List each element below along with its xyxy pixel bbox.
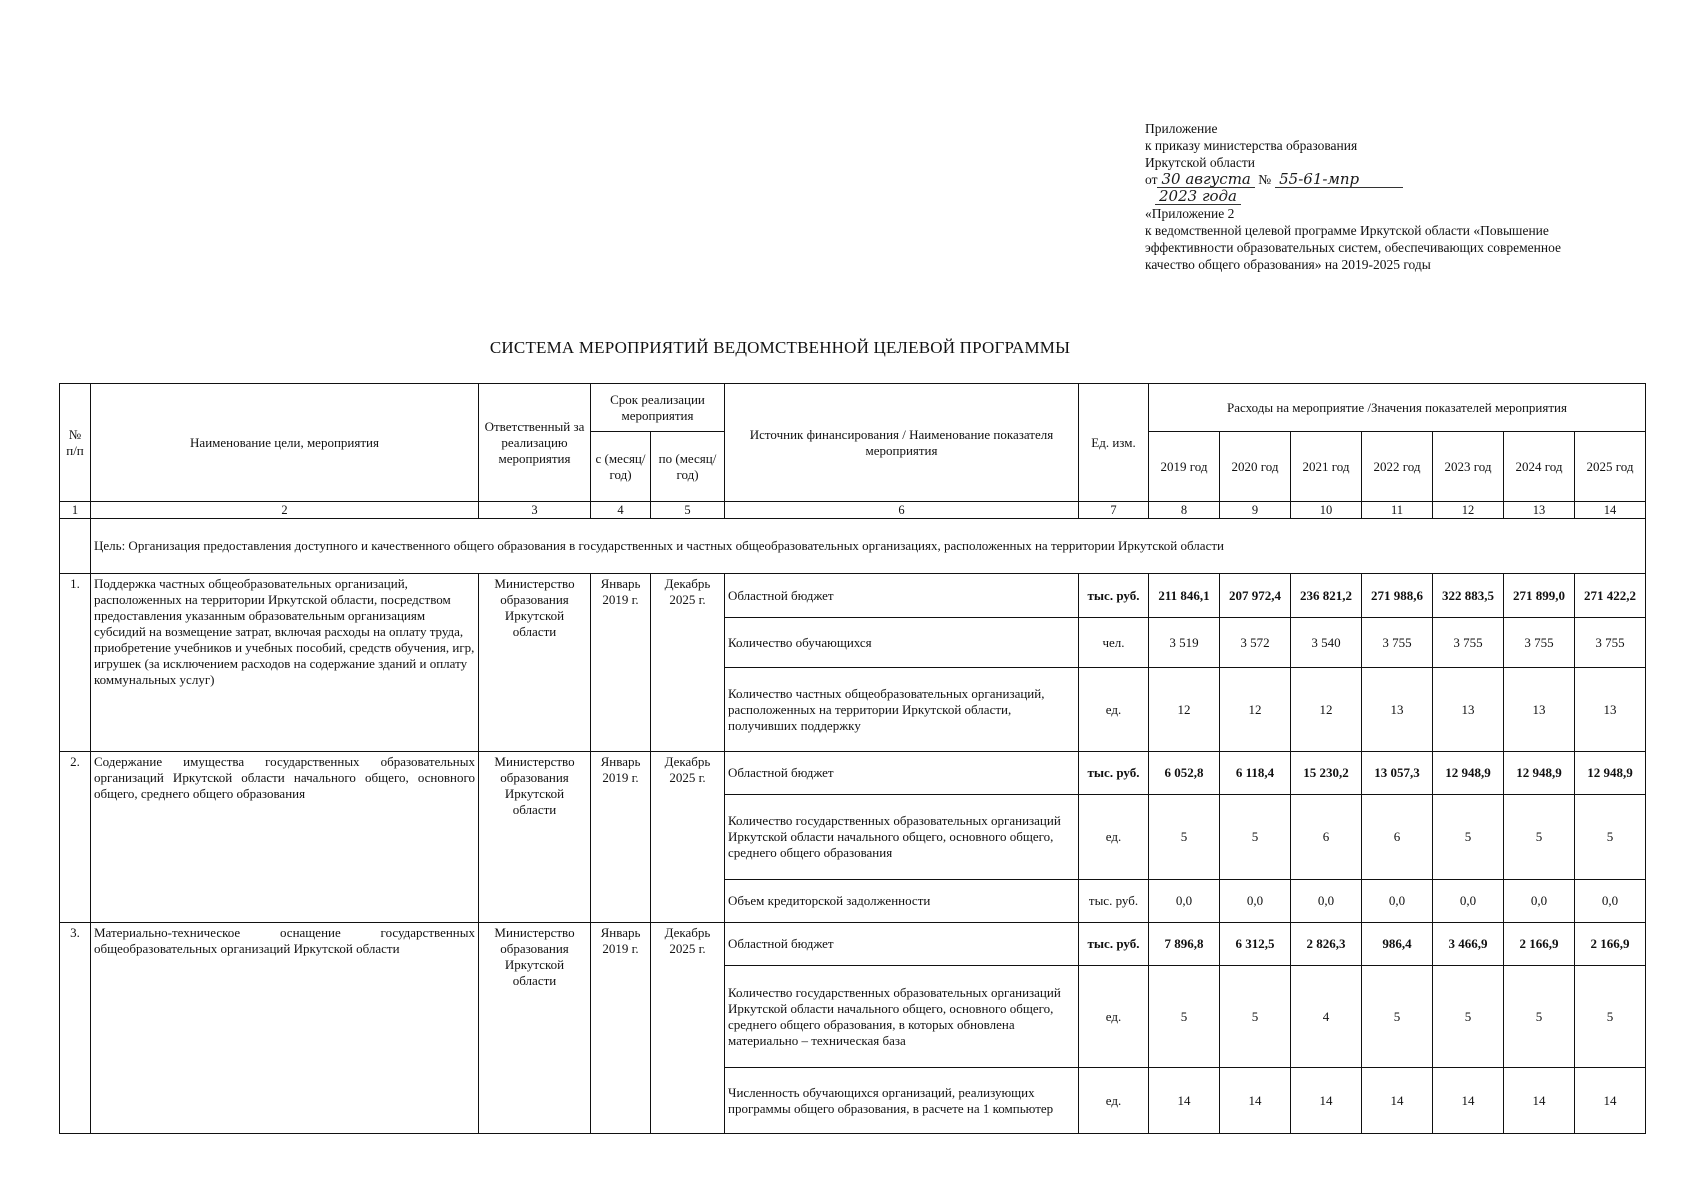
value-cell: 0,0 xyxy=(1149,880,1220,923)
order-year-line xyxy=(1145,188,1665,205)
value-cell: 14 xyxy=(1149,1068,1220,1134)
measure-num: 2. xyxy=(60,752,91,923)
measure-name: Содержание имущества государственных образовательных организаций Иркутской области начального общего, основного общего, среднего общего образования xyxy=(91,752,479,923)
measure-to: Декабрь 2025 г. xyxy=(651,752,725,923)
value-cell: 12 xyxy=(1291,668,1362,752)
value-cell: 0,0 xyxy=(1504,880,1575,923)
header-num: № п/п xyxy=(60,384,91,502)
value-cell: 13 xyxy=(1362,668,1433,752)
column-number: 10 xyxy=(1291,502,1362,519)
value-cell: 6 118,4 xyxy=(1220,752,1291,795)
column-number: 1 xyxy=(60,502,91,519)
source-cell: Количество государственных образовательных организаций Иркутской области начального общего, основного общего, среднего общего образования xyxy=(725,795,1079,880)
measure-from: Январь 2019 г. xyxy=(591,574,651,752)
column-number: 8 xyxy=(1149,502,1220,519)
value-cell: 3 572 xyxy=(1220,618,1291,668)
value-cell: 5 xyxy=(1504,966,1575,1068)
value-cell: 3 466,9 xyxy=(1433,923,1504,966)
table-row xyxy=(60,752,1646,795)
value-cell: 13 xyxy=(1575,668,1646,752)
measure-responsible: Министерство образования Иркутской области xyxy=(479,923,591,1134)
value-cell: 2 826,3 xyxy=(1291,923,1362,966)
measure-num: 1. xyxy=(60,574,91,752)
value-cell: 5 xyxy=(1575,966,1646,1068)
value-cell: 4 xyxy=(1291,966,1362,1068)
value-cell: 3 755 xyxy=(1575,618,1646,668)
value-cell: 5 xyxy=(1575,795,1646,880)
value-cell: 5 xyxy=(1504,795,1575,880)
value-cell: 14 xyxy=(1433,1068,1504,1134)
value-cell: 12 xyxy=(1149,668,1220,752)
unit-cell: ед. xyxy=(1079,668,1149,752)
measure-num: 3. xyxy=(60,923,91,1134)
document-title: СИСТЕМА МЕРОПРИЯТИЙ ВЕДОМСТВЕННОЙ ЦЕЛЕВОЙ ПРОГРАММЫ xyxy=(489,338,1071,357)
value-cell: 2 166,9 xyxy=(1504,923,1575,966)
unit-cell: тыс. руб. xyxy=(1079,923,1149,966)
value-cell: 6 xyxy=(1362,795,1433,880)
appendix-program-line: эффективности образовательных систем, обеспечивающих современное xyxy=(1145,240,1562,255)
value-cell: 2 166,9 xyxy=(1575,923,1646,966)
column-number: 7 xyxy=(1079,502,1149,519)
value-cell: 5 xyxy=(1433,966,1504,1068)
header-unit: Ед. изм. xyxy=(1079,384,1149,502)
column-number: 3 xyxy=(479,502,591,519)
measure-to: Декабрь 2025 г. xyxy=(651,923,725,1134)
value-cell: 3 755 xyxy=(1504,618,1575,668)
unit-cell: тыс. руб. xyxy=(1079,880,1149,923)
source-cell: Областной бюджет xyxy=(725,752,1079,795)
header-year: 2022 год xyxy=(1362,432,1433,502)
unit-cell: ед. xyxy=(1079,966,1149,1068)
header-responsible: Ответственный за реализацию мероприятия xyxy=(479,384,591,502)
value-cell: 3 755 xyxy=(1362,618,1433,668)
value-cell: 0,0 xyxy=(1575,880,1646,923)
unit-cell: ед. xyxy=(1079,795,1149,880)
goal-row xyxy=(60,519,1646,574)
column-number-row xyxy=(60,502,1646,519)
header-year: 2021 год xyxy=(1291,432,1362,502)
value-cell: 0,0 xyxy=(1291,880,1362,923)
value-cell: 15 230,2 xyxy=(1291,752,1362,795)
appendix-block xyxy=(1145,120,1665,273)
value-cell: 13 xyxy=(1504,668,1575,752)
measure-name: Поддержка частных общеобразовательных организаций, расположенных на территории Иркутской области, посредством предоставления указанным образовательным организациям субсидий на возмещение затрат, включая расходы на оплату труда, приобретение учебников и учебных пособий, средств обучения, игр, игрушек (за исключением расходов на содержание зданий и оплату коммунальных услуг) xyxy=(91,574,479,752)
value-cell: 5 xyxy=(1149,966,1220,1068)
column-number: 12 xyxy=(1433,502,1504,519)
column-number: 2 xyxy=(91,502,479,519)
value-cell: 14 xyxy=(1362,1068,1433,1134)
value-cell: 3 755 xyxy=(1433,618,1504,668)
value-cell: 12 xyxy=(1220,668,1291,752)
value-cell: 14 xyxy=(1504,1068,1575,1134)
handwritten-order-number: 55-61-мпр xyxy=(1275,172,1403,188)
header-from: с (месяц/ год) xyxy=(591,432,651,502)
value-cell: 7 896,8 xyxy=(1149,923,1220,966)
unit-cell: ед. xyxy=(1079,1068,1149,1134)
appendix-line: Приложение xyxy=(1145,121,1218,136)
column-number: 4 xyxy=(591,502,651,519)
source-cell: Объем кредиторской задолженности xyxy=(725,880,1079,923)
value-cell: 211 846,1 xyxy=(1149,574,1220,618)
column-number: 11 xyxy=(1362,502,1433,519)
source-cell: Количество обучающихся xyxy=(725,618,1079,668)
unit-cell: тыс. руб. xyxy=(1079,752,1149,795)
header-name: Наименование цели, мероприятия xyxy=(91,384,479,502)
value-cell: 14 xyxy=(1291,1068,1362,1134)
value-cell: 5 xyxy=(1362,966,1433,1068)
column-number: 14 xyxy=(1575,502,1646,519)
header-to: по (месяц/ год) xyxy=(651,432,725,502)
value-cell: 5 xyxy=(1220,966,1291,1068)
appendix-line: Иркутской области xyxy=(1145,155,1256,170)
unit-cell: чел. xyxy=(1079,618,1149,668)
value-cell: 12 948,9 xyxy=(1433,752,1504,795)
source-cell: Областной бюджет xyxy=(725,923,1079,966)
value-cell: 13 057,3 xyxy=(1362,752,1433,795)
header-year: 2020 год xyxy=(1220,432,1291,502)
appendix-program-line: «Приложение 2 xyxy=(1145,206,1235,221)
value-cell: 12 948,9 xyxy=(1504,752,1575,795)
source-cell: Областной бюджет xyxy=(725,574,1079,618)
number-prefix: № xyxy=(1258,172,1272,187)
order-date-line xyxy=(1145,171,1665,188)
value-cell: 271 899,0 xyxy=(1504,574,1575,618)
measure-from: Январь 2019 г. xyxy=(591,923,651,1134)
value-cell: 14 xyxy=(1575,1068,1646,1134)
measure-from: Январь 2019 г. xyxy=(591,752,651,923)
goal-text: Цель: Организация предоставления доступного и качественного общего образования в государственных и частных общеобразовательных организациях, расположенных на территории Иркутской области xyxy=(91,519,1646,574)
value-cell: 5 xyxy=(1220,795,1291,880)
value-cell: 322 883,5 xyxy=(1433,574,1504,618)
header-period: Срок реализации мероприятия xyxy=(591,384,725,432)
header-year: 2024 год xyxy=(1504,432,1575,502)
value-cell: 271 988,6 xyxy=(1362,574,1433,618)
column-number: 6 xyxy=(725,502,1079,519)
value-cell: 271 422,2 xyxy=(1575,574,1646,618)
measure-name: Материально-техническое оснащение государственных общеобразовательных организаций Иркутской области xyxy=(91,923,479,1134)
appendix-program-line: к ведомственной целевой программе Иркутской области «Повышение xyxy=(1145,223,1549,238)
appendix-program-line: качество общего образования» на 2019-2025 годы xyxy=(1145,257,1431,272)
source-cell: Количество государственных образовательных организаций Иркутской области начального общего, основного общего, среднего общего образования, в которых обновлена материально – техническая база xyxy=(725,966,1079,1068)
header-year: 2025 год xyxy=(1575,432,1646,502)
measure-responsible: Министерство образования Иркутской области xyxy=(479,574,591,752)
column-number: 9 xyxy=(1220,502,1291,519)
column-number: 5 xyxy=(651,502,725,519)
measure-to: Декабрь 2025 г. xyxy=(651,574,725,752)
header-source: Источник финансирования / Наименование показателя мероприятия xyxy=(725,384,1079,502)
value-cell: 0,0 xyxy=(1433,880,1504,923)
value-cell: 12 948,9 xyxy=(1575,752,1646,795)
column-number: 13 xyxy=(1504,502,1575,519)
value-cell: 986,4 xyxy=(1362,923,1433,966)
source-cell: Количество частных общеобразовательных организаций, расположенных на территории Иркутской области, получивших поддержку xyxy=(725,668,1079,752)
value-cell: 5 xyxy=(1433,795,1504,880)
value-cell: 14 xyxy=(1220,1068,1291,1134)
header-expenses: Расходы на мероприятие /Значения показателей мероприятия xyxy=(1149,384,1646,432)
value-cell: 3 519 xyxy=(1149,618,1220,668)
source-cell: Численность обучающихся организаций, реализующих программы общего образования, в расчете на 1 компьютер xyxy=(725,1068,1079,1134)
handwritten-date: 30 августа xyxy=(1157,172,1254,188)
measures-table xyxy=(59,383,1646,1134)
value-cell: 6 xyxy=(1291,795,1362,880)
value-cell: 13 xyxy=(1433,668,1504,752)
handwritten-year: 2023 года xyxy=(1155,189,1241,205)
header-year: 2019 год xyxy=(1149,432,1220,502)
value-cell: 207 972,4 xyxy=(1220,574,1291,618)
goal-num-cell xyxy=(60,519,91,574)
value-cell: 3 540 xyxy=(1291,618,1362,668)
value-cell: 0,0 xyxy=(1362,880,1433,923)
value-cell: 0,0 xyxy=(1220,880,1291,923)
unit-cell: тыс. руб. xyxy=(1079,574,1149,618)
value-cell: 6 312,5 xyxy=(1220,923,1291,966)
measure-responsible: Министерство образования Иркутской области xyxy=(479,752,591,923)
value-cell: 236 821,2 xyxy=(1291,574,1362,618)
table-row xyxy=(60,923,1646,966)
value-cell: 6 052,8 xyxy=(1149,752,1220,795)
value-cell: 5 xyxy=(1149,795,1220,880)
table-row xyxy=(60,574,1646,618)
appendix-line: к приказу министерства образования xyxy=(1145,138,1358,153)
date-prefix: от xyxy=(1145,172,1158,187)
header-year: 2023 год xyxy=(1433,432,1504,502)
